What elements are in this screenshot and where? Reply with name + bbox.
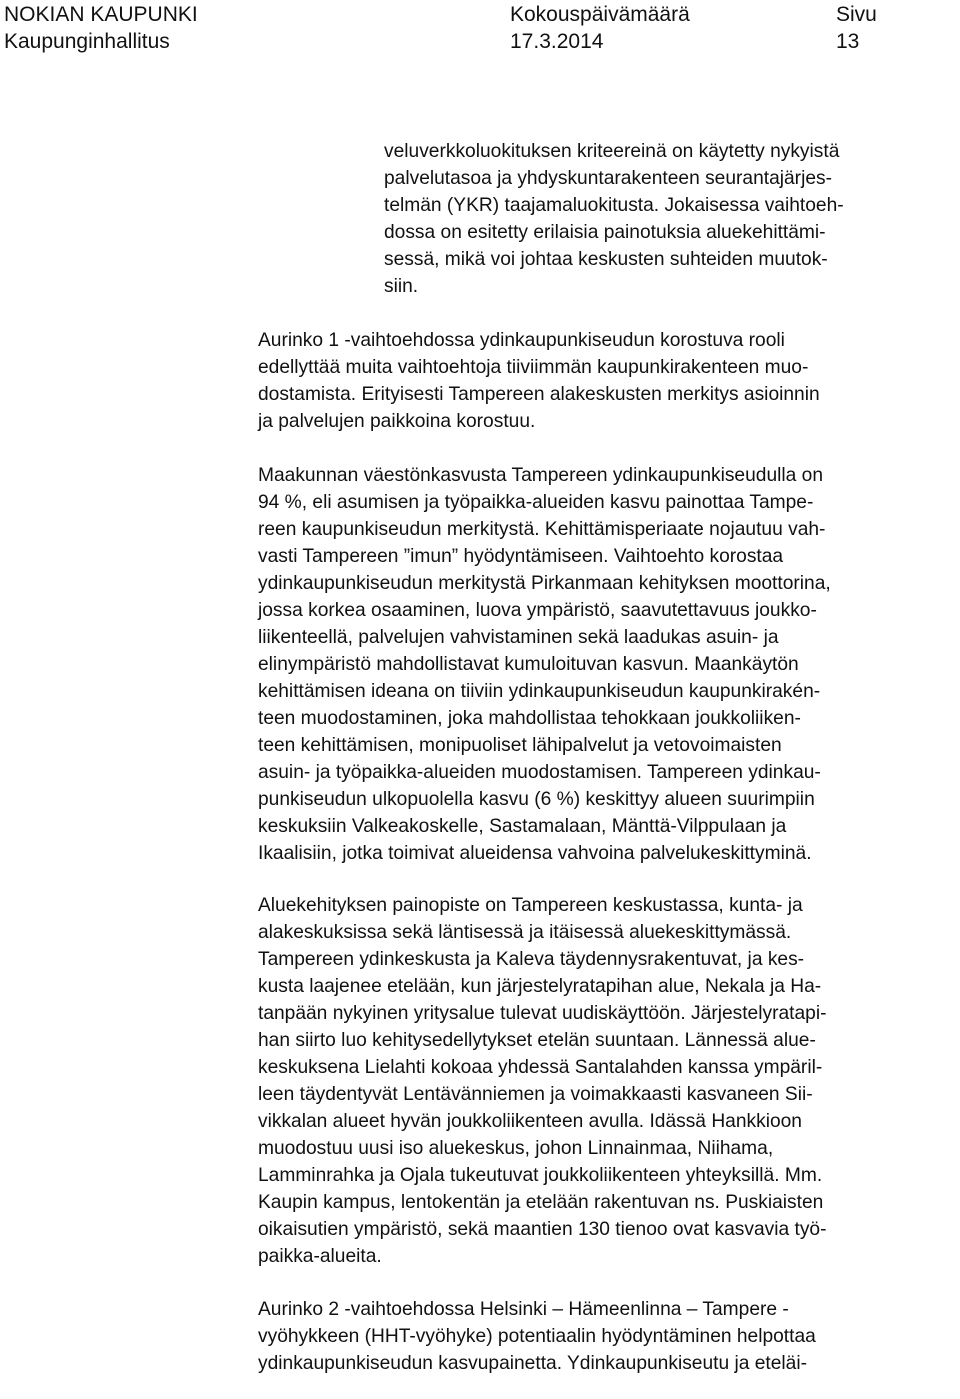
text-line: telmän (YKR) taajamaluokitusta. Jokaisessa vaihtoeh-	[384, 195, 844, 216]
paragraph-population-growth	[258, 462, 831, 867]
text-line: 94 %, eli asumisen ja työpaikka-alueiden kasvu painottaa Tampe-	[258, 492, 814, 513]
text-line: ydinkaupunkiseudun merkitystä Pirkanmaan kehityksen moottorina,	[258, 573, 831, 594]
text-line: muodostuu uusi iso aluekeskus, johon Linnainmaa, Niihama,	[258, 1138, 774, 1159]
text-line: Lamminrahka ja Ojala tukeutuvat joukkoliikenteen yhteyksillä. Mm.	[258, 1165, 823, 1186]
text-line: palvelutasoa ja yhdyskuntarakenteen seurantajärjes-	[384, 168, 832, 189]
text-line: punkiseudun ulkopuolella kasvu (6 %) keskittyy alueen suurimpiin	[258, 789, 815, 810]
text-line: Aluekehityksen painopiste on Tampereen keskustassa, kunta- ja	[258, 895, 803, 916]
page-header	[0, 0, 960, 60]
text-line: elinympäristö mahdollistavat kumuloituvan kasvun. Maankäytön	[258, 654, 799, 675]
text-line: vikkalan alueet hyvän joukkoliikenteen avulla. Idässä Hankkioon	[258, 1111, 802, 1132]
text-line: Ikaalisiin, jotka toimivat alueidensa vahvoina palvelukeskittyminä.	[258, 843, 812, 864]
text-line: ja palvelujen paikkoina korostuu.	[258, 411, 536, 432]
intro-paragraph	[384, 138, 844, 300]
text-line: Tampereen ydinkeskusta ja Kaleva täydennysrakentuvat, ja kes-	[258, 949, 805, 970]
text-line: asuin- ja työpaikka-alueiden muodostamisen. Tampereen ydinkau-	[258, 762, 821, 783]
text-line: vasti Tampereen ”imun” hyödyntämiseen. Vaihtoehto korostaa	[258, 546, 784, 567]
text-line: keskuksena Lielahti kokoaa yhdessä Santalahden kanssa ympäril-	[258, 1057, 823, 1078]
paragraph-regional-development	[258, 892, 826, 1270]
text-line: alakeskuksissa sekä läntisessä ja itäisessä aluekeskittymässä.	[258, 922, 792, 943]
text-line: paikka-alueita.	[258, 1246, 382, 1267]
text-line: ydinkaupunkiseudun kasvupainetta. Ydinkaupunkiseutu ja eteläi-	[258, 1353, 808, 1374]
text-line: kehittämisen ideana on tiiviin ydinkaupunkiseudun kaupunkirakén-	[258, 681, 821, 702]
header-organization	[4, 1, 198, 55]
text-line: Kaupin kampus, lentokentän ja etelään rakentuvan ns. Puskiaisten	[258, 1192, 824, 1213]
paragraph-aurinko-1-intro	[258, 327, 820, 435]
text-line: keskuksiin Valkeakoskelle, Sastamalaan, Mänttä-Vilppulaan ja	[258, 816, 787, 837]
text-line: leen täydentyvät Lentävänniemen ja voimakkaasti kasvaneen Sii-	[258, 1084, 813, 1105]
text-line: liikenteellä, palvelujen vahvistaminen sekä laadukas asuin- ja	[258, 627, 779, 648]
page-label: Sivu	[836, 3, 877, 26]
text-line: dostamista. Erityisesti Tampereen alakeskusten merkitys asioinnin	[258, 384, 820, 405]
text-line: Aurinko 1 -vaihtoehdossa ydinkaupunkiseudun korostuva rooli	[258, 330, 785, 351]
page-number: 13	[836, 30, 860, 53]
text-line: edellyttää muita vaihtoehtoja tiiviimmän kaupunkirakenteen muo-	[258, 357, 809, 378]
header-meeting-date	[510, 1, 690, 55]
meeting-date-value: 17.3.2014	[510, 30, 604, 53]
text-line: veluverkkoluokituksen kriteereinä on käytetty nykyistä	[384, 141, 840, 162]
text-line: jossa korkea osaaminen, luova ympäristö, saavutettavuus joukko-	[258, 600, 817, 621]
text-line: teen kehittämisen, monipuoliset lähipalvelut ja vetovoimaisten	[258, 735, 782, 756]
text-line: han siirto luo kehitysedellytykset etelän suuntaan. Lännessä alue-	[258, 1030, 816, 1051]
text-line: reen kaupunkiseudun merkitystä. Kehittämisperiaate nojautuu vah-	[258, 519, 826, 540]
organization-name: NOKIAN KAUPUNKI	[4, 3, 198, 26]
text-line: teen muodostaminen, joka mahdollistaa tehokkaan joukkoliiken-	[258, 708, 801, 729]
text-line: dossa on esitetty erilaisia painotuksia aluekehittämi-	[384, 222, 826, 243]
text-line: vyöhykkeen (HHT-vyöhyke) potentiaalin hyödyntäminen helpottaa	[258, 1326, 816, 1347]
text-line: siin.	[384, 276, 419, 297]
paragraph-aurinko-2	[258, 1296, 816, 1377]
text-line: tanpään nykyinen yritysalue tulevat uudiskäyttöön. Järjestelyratapi-	[258, 1003, 827, 1024]
body-name: Kaupunginhallitus	[4, 30, 170, 53]
text-line: Maakunnan väestönkasvusta Tampereen ydinkaupunkiseudulla on	[258, 465, 823, 486]
text-line: sessä, mikä voi johtaa keskusten suhteiden muutok-	[384, 249, 828, 270]
text-line: oikaisutien ympäristö, sekä maantien 130 tienoo ovat kasvavia työ-	[258, 1219, 827, 1240]
text-line: kusta laajenee etelään, kun järjestelyratapihan alue, Nekala ja Ha-	[258, 976, 822, 997]
text-line: Aurinko 2 -vaihtoehdossa Helsinki – Hämeenlinna – Tampere -	[258, 1299, 789, 1320]
header-page	[836, 1, 877, 55]
meeting-date-label: Kokouspäivämäärä	[510, 3, 690, 26]
